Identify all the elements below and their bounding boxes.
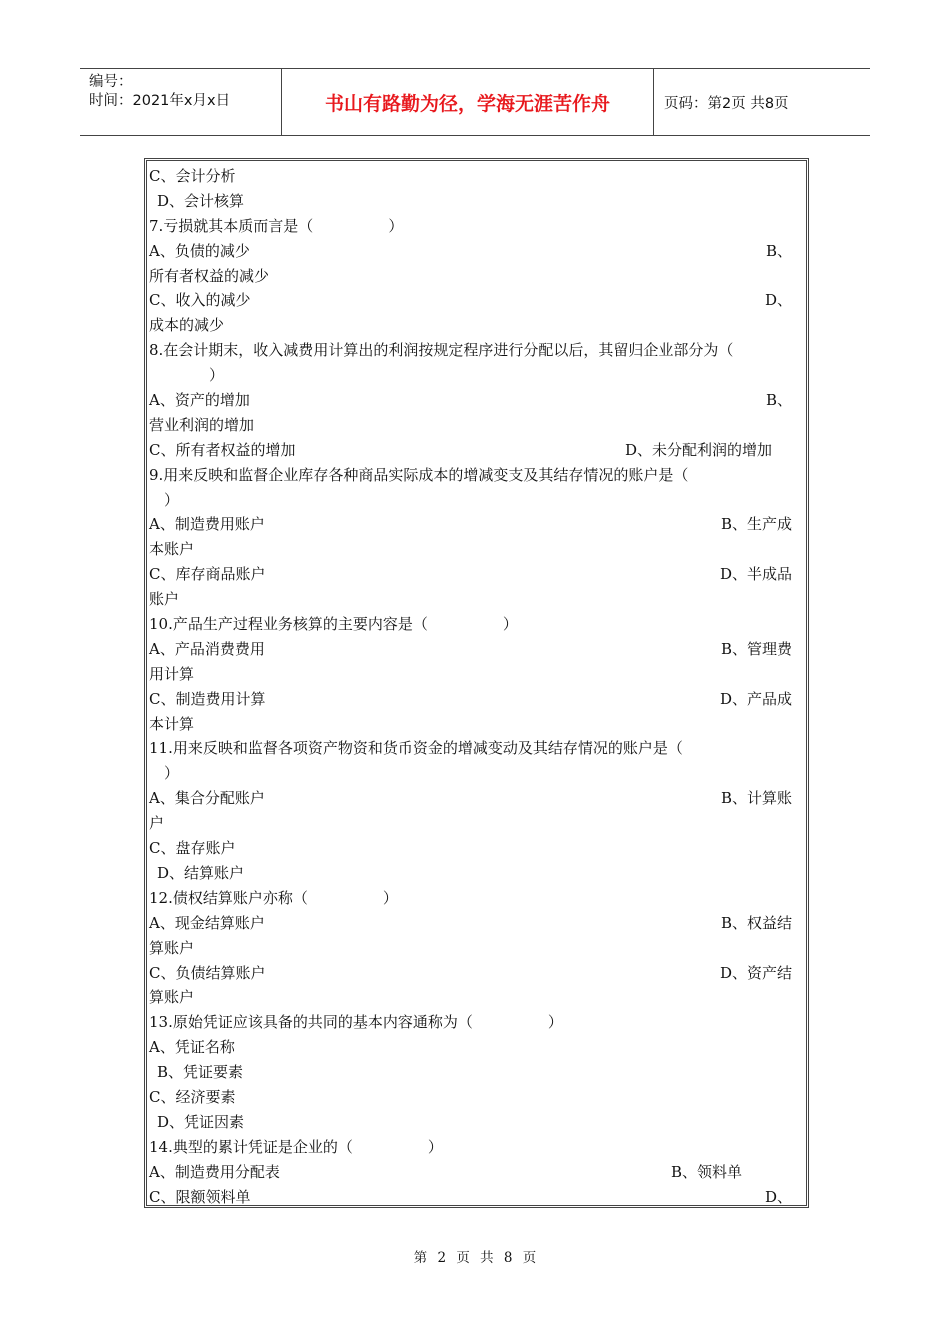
text-line: D、凭证因素: [157, 1112, 245, 1131]
question-14: 14.典型的累计凭证是企业的（ ）: [149, 1137, 443, 1156]
question-content: [149, 164, 798, 1208]
option-line: [149, 388, 798, 413]
option-line: [149, 961, 798, 986]
option-line: [149, 1160, 798, 1185]
text-line: 本计算: [149, 714, 195, 733]
text-line: ）: [149, 764, 180, 783]
option-line: [149, 637, 798, 662]
text-line: D、会计核算: [157, 191, 245, 210]
text-line: 成本的减少: [149, 316, 225, 335]
option-line: [149, 288, 798, 313]
text-line: C、经济要素: [149, 1087, 236, 1106]
text-line: 所有者权益的减少: [149, 266, 270, 285]
text-line: 用计算: [149, 664, 195, 683]
text-line: A、凭证名称: [149, 1038, 235, 1057]
option-b: B、: [765, 241, 792, 260]
question-7: 7.亏损就其本质而言是（ ）: [149, 216, 404, 235]
option-b: B、权益结: [720, 913, 792, 932]
text-line: B、凭证要素: [157, 1063, 244, 1082]
option-line: [149, 911, 798, 936]
motto: 书山有路勤为径，学海无涯苦作舟: [282, 69, 654, 135]
text-line: ）: [149, 366, 225, 385]
number-label: 编号：: [89, 74, 133, 90]
option-a: A、现金结算账户: [149, 913, 265, 932]
option-a: A、制造费用账户: [149, 515, 265, 534]
option-c: C、库存商品账户: [149, 565, 266, 584]
text-line: ）: [149, 490, 180, 509]
option-b: B、计算账: [720, 789, 792, 808]
text-line: 本账户: [149, 540, 195, 559]
option-a: A、集合分配账户: [149, 789, 265, 808]
option-line: [149, 786, 798, 811]
question-13: 13.原始凭证应该具备的共同的基本内容通称为（ ）: [149, 1013, 563, 1032]
option-b: B、生产成: [720, 515, 792, 534]
question-11: 11.用来反映和监督各项资产物资和货币资金的增减变动及其结存情况的账户是（: [149, 739, 683, 758]
time-label: 时间：2021年x月x日: [89, 93, 231, 109]
text-line: C、盘存账户: [149, 839, 236, 858]
option-d: D、半成品: [719, 565, 792, 584]
option-line: [149, 562, 798, 587]
option-line: [149, 438, 798, 463]
option-a: A、制造费用分配表: [149, 1162, 280, 1181]
question-8: 8.在会计期末，收入减费用计算出的利润按规定程序进行分配以后，其留归企业部分为（: [149, 341, 734, 360]
option-c: C、所有者权益的增加: [149, 440, 296, 459]
text-line: D、结算账户: [157, 863, 245, 882]
question-10: 10.产品生产过程业务核算的主要内容是（ ）: [149, 615, 518, 634]
text-line: 营业利润的增加: [149, 415, 255, 434]
option-c: C、制造费用计算: [149, 689, 266, 708]
option-line: [149, 687, 798, 712]
question-12: 12.债权结算账户亦称（ ）: [149, 888, 398, 907]
text-line: 算账户: [149, 988, 195, 1007]
text-line: 户: [149, 814, 165, 833]
option-b: B、: [765, 391, 792, 410]
text-line: C、会计分析: [149, 167, 236, 185]
text-line: 算账户: [149, 938, 195, 957]
option-line: [149, 239, 798, 264]
option-line: [149, 1185, 798, 1208]
option-d: D、未分配利润的增加: [624, 440, 772, 459]
page-label: 页码：第2页 共8页: [664, 95, 789, 112]
page-footer: 第 2 页 共 8 页: [413, 1250, 537, 1266]
header-meta: [80, 69, 282, 135]
option-b: B、领料单: [670, 1162, 742, 1181]
option-line: [149, 512, 798, 537]
question-frame: [144, 158, 809, 1208]
option-d: D、产品成: [719, 689, 792, 708]
option-b: B、管理费: [720, 639, 792, 658]
option-a: A、负债的减少: [149, 241, 250, 260]
question-9: 9.用来反映和监督企业库存各种商品实际成本的增减变支及其结存情况的账户是（: [149, 465, 689, 484]
option-a: A、资产的增加: [149, 391, 250, 410]
option-c: C、收入的减少: [149, 291, 251, 310]
option-d: D、: [764, 291, 792, 310]
option-c: C、负债结算账户: [149, 963, 266, 982]
page-header: [80, 68, 870, 136]
text-line: 账户: [149, 590, 180, 609]
option-d: D、资产结: [719, 963, 792, 982]
option-a: A、产品消费费用: [149, 639, 265, 658]
option-d: D、: [764, 1187, 792, 1206]
option-c: C、限额领料单: [149, 1187, 251, 1206]
